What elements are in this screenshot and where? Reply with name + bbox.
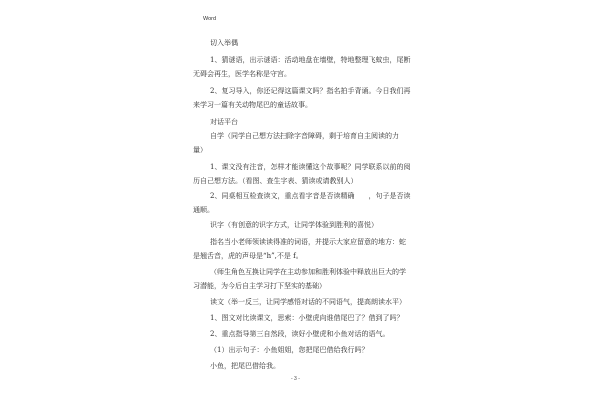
page-number: - 3 - (291, 376, 300, 382)
paragraph-line: 1、猜谜语，出示谜语：活动地盘在墙壁，特地整理飞蚊虫，尾断 (210, 56, 411, 64)
paragraph-line: 小鱼，把尾巴借给我。 (210, 362, 280, 370)
paragraph-line: 2、同桌相互检查读文，重点看字音是否读精确 ，句子是否读 (210, 192, 411, 200)
paragraph-line: 量） (193, 146, 207, 154)
paragraph-line: 来学习一篇有关动物尾巴的童话故事。 (193, 101, 312, 109)
header-label: Word (203, 16, 217, 22)
paragraph-line: 自学（同学自己想方法扫除字音障碍，剩于培育自主阅读的力 (210, 132, 399, 140)
paragraph-line: 历自己想方法。（看图、查生字表、猜读或请教别人） (193, 177, 358, 185)
paragraph-line: 1、图文对比读课文，思索：小壁虎向谁借尾巴了？借到了吗？ (210, 314, 404, 322)
section-heading-intro: 切入举偶 (210, 39, 238, 47)
paragraph-line: 指名当小老师领读读得准的词语，并提示大家应留意的地方：蛇 (210, 238, 406, 246)
paragraph-line: （师生角色互换让同学在主动参加和胜利体验中释放出巨大的学 (210, 268, 406, 276)
section-heading-literacy: 识字（有创意的识字方式，让同学体验到胜利的喜悦） (210, 221, 378, 229)
section-heading-reading: 读文（举一反三，让同学感悟对话的不同语气，提高朗读水平） (210, 298, 406, 306)
paragraph-line: 通顺。 (193, 206, 214, 214)
section-heading-dialogue: 对话平台 (210, 118, 238, 126)
paragraph-line: （1）出示句子：小鱼姐姐，您把尾巴借给我行吗？ (210, 346, 369, 354)
paragraph-line: 无碍会再生，医学名称是守宫。 (193, 70, 291, 78)
paragraph-line: 2、复习导入，你还记得这篇课文吗？指名拍手背诵。今日我们再 (210, 87, 411, 95)
paragraph-line: 1、课文没有注音，怎样才能读懂这个故事呢？同学联系以前的阅 (210, 163, 411, 171)
paragraph-line: 是翘舌音，虎的声母是“h”,不是 f。 (193, 252, 303, 260)
paragraph-line: 习潜能，为今后自主学习打下坚实的基础） (193, 282, 326, 290)
paragraph-line: 2、重点指导第三自然段，读好小壁虎和小鱼对话的语气。 (210, 330, 390, 338)
